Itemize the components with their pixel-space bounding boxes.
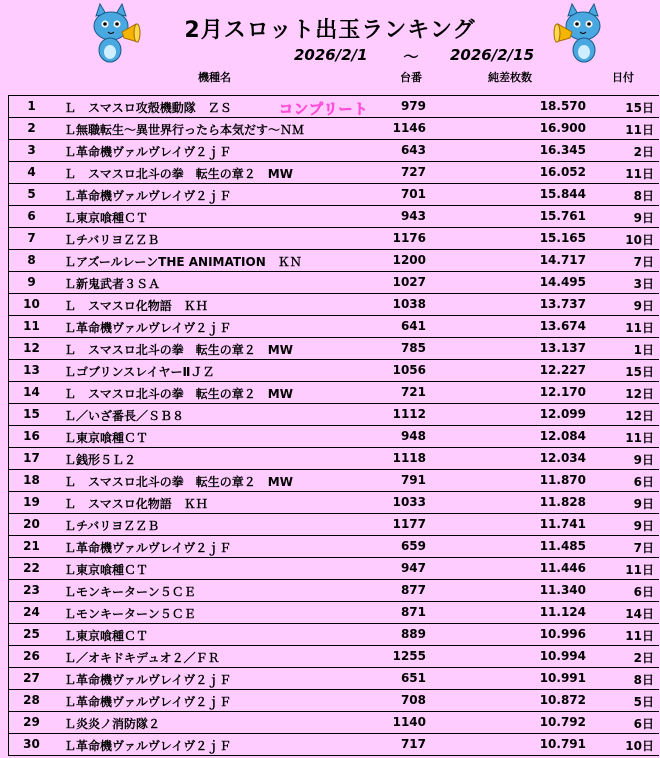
column-header-diff: 純差枚数 bbox=[488, 71, 532, 84]
machine-name-cell: Ｌ革命機ヴァルヴレイヴ２ｊＦ bbox=[64, 739, 232, 753]
date-end: 2026/2/15 bbox=[450, 46, 535, 64]
table-row bbox=[9, 580, 659, 602]
date-cell: 5日 bbox=[633, 695, 654, 709]
net-difference-cell: 12.034 bbox=[539, 451, 586, 465]
table-row bbox=[9, 734, 659, 755]
net-difference-cell: 12.099 bbox=[539, 407, 586, 421]
net-difference-cell: 13.137 bbox=[539, 341, 586, 355]
date-separator: 〜 bbox=[402, 48, 418, 66]
unit-number-cell: 1027 bbox=[392, 275, 426, 289]
unit-number-cell: 641 bbox=[400, 319, 426, 333]
machine-name-cell: Ｌ革命機ヴァルヴレイヴ２ｊＦ bbox=[64, 673, 232, 687]
table-row bbox=[9, 690, 659, 712]
ranking-header bbox=[0, 0, 660, 92]
machine-name-cell: Ｌ銭形５Ｌ２ bbox=[64, 453, 137, 467]
rank-cell: 22 bbox=[23, 561, 40, 575]
unit-number-cell: 785 bbox=[400, 341, 426, 355]
table-row bbox=[9, 228, 659, 250]
rank-cell: 26 bbox=[23, 649, 40, 663]
unit-number-cell: 717 bbox=[400, 737, 426, 751]
table-row bbox=[9, 470, 659, 492]
rank-cell: 8 bbox=[27, 253, 36, 267]
table-row bbox=[9, 448, 659, 470]
table-row bbox=[9, 96, 659, 118]
machine-name-cell: Ｌ無職転生〜異世界行ったら本気だす〜ＮＭ bbox=[64, 123, 305, 137]
unit-number-cell: 791 bbox=[400, 473, 426, 487]
net-difference-cell: 10.791 bbox=[539, 737, 586, 751]
date-cell: 15日 bbox=[625, 101, 654, 115]
net-difference-cell: 11.870 bbox=[539, 473, 586, 487]
machine-name-cell: Ｌ／オキドキデュオ２／ＦＲ bbox=[64, 651, 220, 665]
date-cell: 12日 bbox=[625, 409, 654, 423]
unit-number-cell: 1176 bbox=[392, 231, 426, 245]
net-difference-cell: 11.485 bbox=[539, 539, 586, 553]
date-cell: 11日 bbox=[625, 321, 654, 335]
rank-cell: 7 bbox=[27, 231, 36, 245]
date-cell: 9日 bbox=[633, 519, 654, 533]
machine-name-cell: Ｌ新鬼武者３ＳＡ bbox=[64, 277, 161, 291]
machine-name-cell: ＬチバリヨＺＺＢ bbox=[64, 233, 160, 247]
table-row bbox=[9, 514, 659, 536]
net-difference-cell: 10.996 bbox=[539, 627, 586, 641]
column-header-name: 機種名 bbox=[198, 71, 231, 84]
date-cell: 3日 bbox=[633, 277, 654, 291]
machine-name-cell: Ｌ スマスロ攻殻機動隊 ＺＳ bbox=[64, 101, 232, 115]
rank-cell: 13 bbox=[23, 363, 40, 377]
net-difference-cell: 16.052 bbox=[539, 165, 586, 179]
unit-number-cell: 1118 bbox=[392, 451, 426, 465]
table-row bbox=[9, 162, 659, 184]
rank-cell: 16 bbox=[23, 429, 40, 443]
ranking-table bbox=[8, 95, 659, 756]
date-cell: 1日 bbox=[633, 343, 654, 357]
unit-number-cell: 889 bbox=[400, 627, 426, 641]
unit-number-cell: 877 bbox=[400, 583, 426, 597]
date-cell: 10日 bbox=[625, 233, 654, 247]
net-difference-cell: 13.737 bbox=[539, 297, 586, 311]
unit-number-cell: 659 bbox=[400, 539, 426, 553]
table-row bbox=[9, 118, 659, 140]
unit-number-cell: 1200 bbox=[392, 253, 426, 267]
unit-number-cell: 708 bbox=[400, 693, 426, 707]
table-row bbox=[9, 140, 659, 162]
table-row bbox=[9, 646, 659, 668]
net-difference-cell: 13.674 bbox=[539, 319, 586, 333]
date-range bbox=[0, 46, 660, 68]
date-cell: 7日 bbox=[633, 541, 654, 555]
rank-cell: 24 bbox=[23, 605, 40, 619]
machine-name-cell: Ｌ スマスロ化物語 ＫＨ bbox=[64, 497, 208, 511]
rank-cell: 14 bbox=[23, 385, 40, 399]
page-title: 2月スロット出玉ランキング bbox=[184, 18, 476, 43]
table-row bbox=[9, 338, 659, 360]
rank-cell: 30 bbox=[23, 737, 40, 751]
date-cell: 11日 bbox=[625, 431, 654, 445]
table-row bbox=[9, 602, 659, 624]
net-difference-cell: 12.084 bbox=[539, 429, 586, 443]
table-row bbox=[9, 558, 659, 580]
table-row bbox=[9, 426, 659, 448]
net-difference-cell: 16.900 bbox=[539, 121, 586, 135]
machine-name-cell: Ｌ革命機ヴァルヴレイヴ２ｊＦ bbox=[64, 695, 232, 709]
date-cell: 6日 bbox=[633, 585, 654, 599]
rank-cell: 18 bbox=[23, 473, 40, 487]
column-header-unit: 台番 bbox=[400, 71, 422, 84]
machine-name-cell: ＬチバリヨＺＺＢ bbox=[64, 519, 160, 533]
date-cell: 9日 bbox=[633, 453, 654, 467]
machine-name-cell: Ｌ スマスロ北斗の拳 転生の章２ MW bbox=[64, 387, 293, 401]
machine-name-cell: Ｌ革命機ヴァルヴレイヴ２ｊＦ bbox=[64, 321, 232, 335]
net-difference-cell: 11.340 bbox=[539, 583, 586, 597]
machine-name-cell: Ｌモンキーターン５ＣＥ bbox=[64, 585, 196, 599]
unit-number-cell: 947 bbox=[400, 561, 426, 575]
rank-cell: 23 bbox=[23, 583, 40, 597]
date-cell: 11日 bbox=[625, 167, 654, 181]
net-difference-cell: 14.717 bbox=[539, 253, 586, 267]
unit-number-cell: 871 bbox=[400, 605, 426, 619]
machine-name-cell: Ｌ炎炎ノ消防隊２ bbox=[64, 717, 161, 731]
unit-number-cell: 643 bbox=[400, 143, 426, 157]
rank-cell: 21 bbox=[23, 539, 40, 553]
machine-name-cell: Ｌ革命機ヴァルヴレイヴ２ｊＦ bbox=[64, 189, 232, 203]
date-cell: 7日 bbox=[633, 255, 654, 269]
date-cell: 9日 bbox=[633, 299, 654, 313]
rank-cell: 17 bbox=[23, 451, 40, 465]
date-cell: 2日 bbox=[633, 651, 654, 665]
net-difference-cell: 16.345 bbox=[539, 143, 586, 157]
column-header-date: 日付 bbox=[612, 71, 634, 84]
unit-number-cell: 1112 bbox=[392, 407, 426, 421]
net-difference-cell: 11.828 bbox=[539, 495, 586, 509]
unit-number-cell: 727 bbox=[400, 165, 426, 179]
machine-name-cell: Ｌ スマスロ化物語 ＫＨ bbox=[64, 299, 208, 313]
machine-name-cell: Ｌ東京喰種ＣＴ bbox=[64, 629, 149, 643]
unit-number-cell: 1140 bbox=[392, 715, 426, 729]
machine-name-cell: Ｌモンキーターン５ＣＥ bbox=[64, 607, 196, 621]
machine-name-cell: Ｌ革命機ヴァルヴレイヴ２ｊＦ bbox=[64, 541, 232, 555]
rank-cell: 6 bbox=[27, 209, 36, 223]
unit-number-cell: 1056 bbox=[392, 363, 426, 377]
table-row bbox=[9, 206, 659, 228]
table-row bbox=[9, 624, 659, 646]
machine-name-cell: ＬゴブリンスレイヤーⅡＪＺ bbox=[64, 365, 215, 379]
table-row bbox=[9, 250, 659, 272]
rank-cell: 29 bbox=[23, 715, 40, 729]
net-difference-cell: 10.994 bbox=[539, 649, 586, 663]
table-row bbox=[9, 272, 659, 294]
unit-number-cell: 721 bbox=[400, 385, 426, 399]
date-cell: 6日 bbox=[633, 717, 654, 731]
machine-name-cell: Ｌ東京喰種ＣＴ bbox=[64, 431, 149, 445]
table-row bbox=[9, 184, 659, 206]
table-row bbox=[9, 360, 659, 382]
net-difference-cell: 14.495 bbox=[539, 275, 586, 289]
net-difference-cell: 15.165 bbox=[539, 231, 586, 245]
net-difference-cell: 10.872 bbox=[539, 693, 586, 707]
rank-cell: 12 bbox=[23, 341, 40, 355]
table-row bbox=[9, 492, 659, 514]
date-cell: 11日 bbox=[625, 563, 654, 577]
rank-cell: 19 bbox=[23, 495, 40, 509]
rank-cell: 10 bbox=[23, 297, 40, 311]
table-row bbox=[9, 712, 659, 734]
date-cell: 11日 bbox=[625, 629, 654, 643]
unit-number-cell: 1038 bbox=[392, 297, 426, 311]
date-cell: 2日 bbox=[633, 145, 654, 159]
net-difference-cell: 11.741 bbox=[539, 517, 586, 531]
rank-cell: 2 bbox=[27, 121, 36, 135]
unit-number-cell: 943 bbox=[400, 209, 426, 223]
net-difference-cell: 15.761 bbox=[539, 209, 586, 223]
unit-number-cell: 979 bbox=[400, 99, 426, 113]
net-difference-cell: 10.792 bbox=[539, 715, 586, 729]
rank-cell: 3 bbox=[27, 143, 36, 157]
unit-number-cell: 1146 bbox=[392, 121, 426, 135]
table-row bbox=[9, 404, 659, 426]
machine-name-cell: Ｌ革命機ヴァルヴレイヴ２ｊＦ bbox=[64, 145, 232, 159]
net-difference-cell: 15.844 bbox=[539, 187, 586, 201]
date-cell: 14日 bbox=[625, 607, 654, 621]
rank-cell: 11 bbox=[23, 319, 40, 333]
rank-cell: 27 bbox=[23, 671, 40, 685]
table-row bbox=[9, 668, 659, 690]
rank-cell: 1 bbox=[27, 99, 36, 113]
date-cell: 9日 bbox=[633, 211, 654, 225]
net-difference-cell: 10.991 bbox=[539, 671, 586, 685]
net-difference-cell: 18.570 bbox=[539, 99, 586, 113]
rank-cell: 9 bbox=[27, 275, 36, 289]
machine-name-cell: Ｌ東京喰種ＣＴ bbox=[64, 563, 149, 577]
date-cell: 11日 bbox=[625, 123, 654, 137]
machine-name-cell: Ｌ スマスロ北斗の拳 転生の章２ MW bbox=[64, 167, 293, 181]
rank-cell: 28 bbox=[23, 693, 40, 707]
complete-badge: コンプリート bbox=[279, 102, 369, 118]
net-difference-cell: 12.170 bbox=[539, 385, 586, 399]
table-row bbox=[9, 536, 659, 558]
net-difference-cell: 11.446 bbox=[539, 561, 586, 575]
date-cell: 15日 bbox=[625, 365, 654, 379]
date-start: 2026/2/1 bbox=[294, 46, 368, 64]
date-cell: 12日 bbox=[625, 387, 654, 401]
unit-number-cell: 948 bbox=[400, 429, 426, 443]
date-cell: 9日 bbox=[633, 497, 654, 511]
machine-name-cell: ＬアズールレーンTHE ANIMATION ＫＮ bbox=[64, 255, 302, 269]
rank-cell: 25 bbox=[23, 627, 40, 641]
unit-number-cell: 1177 bbox=[392, 517, 426, 531]
date-cell: 10日 bbox=[625, 739, 654, 753]
rank-cell: 5 bbox=[27, 187, 36, 201]
net-difference-cell: 12.227 bbox=[539, 363, 586, 377]
table-row bbox=[9, 382, 659, 404]
table-row bbox=[9, 316, 659, 338]
date-cell: 8日 bbox=[633, 189, 654, 203]
machine-name-cell: Ｌ／いざ番長／ＳＢ８ bbox=[64, 409, 185, 423]
date-cell: 8日 bbox=[633, 673, 654, 687]
machine-name-cell: Ｌ スマスロ北斗の拳 転生の章２ MW bbox=[64, 343, 293, 357]
rank-cell: 15 bbox=[23, 407, 40, 421]
date-cell: 6日 bbox=[633, 475, 654, 489]
machine-name-cell: Ｌ スマスロ北斗の拳 転生の章２ MW bbox=[64, 475, 293, 489]
unit-number-cell: 1255 bbox=[392, 649, 426, 663]
machine-name-cell: Ｌ東京喰種ＣＴ bbox=[64, 211, 149, 225]
unit-number-cell: 701 bbox=[400, 187, 426, 201]
unit-number-cell: 651 bbox=[400, 671, 426, 685]
table-row bbox=[9, 294, 659, 316]
rank-cell: 4 bbox=[27, 165, 36, 179]
unit-number-cell: 1033 bbox=[392, 495, 426, 509]
net-difference-cell: 11.124 bbox=[539, 605, 586, 619]
rank-cell: 20 bbox=[23, 517, 40, 531]
